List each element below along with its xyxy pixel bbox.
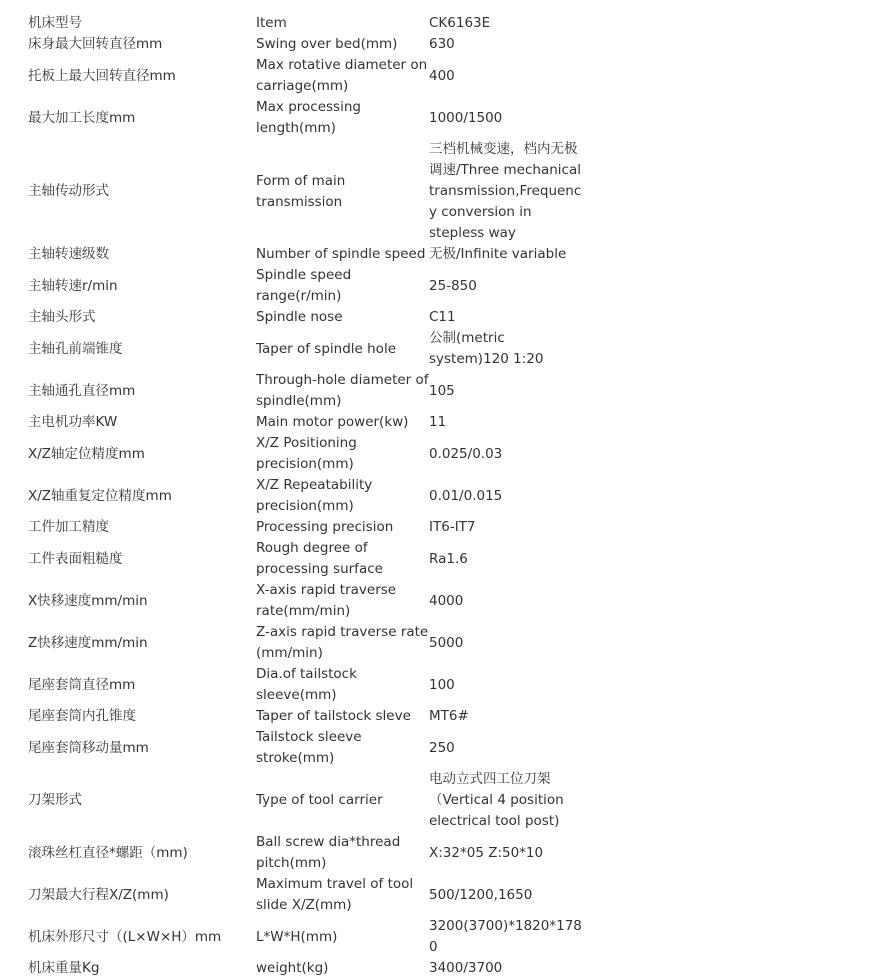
table-row [28, 265, 582, 307]
table-row [28, 13, 582, 34]
spec-name-cn: 主轴头形式 [28, 309, 96, 325]
spec-value: MT6# [429, 708, 469, 724]
spec-value: 4000 [429, 592, 464, 609]
spec-name-cn: 滚珠丝杠直径*螺距（mm) [28, 844, 188, 861]
spec-name-cn: 工件表面粗糙度 [28, 550, 123, 567]
spec-value: 250 [429, 739, 455, 756]
spec-name-en: X/Z Positioning precision(mm) [256, 435, 357, 472]
spec-value: CK6163E [429, 15, 491, 31]
table-row [28, 832, 582, 874]
spec-name-en: Through-hole diameter of spindle(mm) [256, 372, 429, 409]
table-row [28, 580, 582, 622]
spec-name-en: Spindle nose [256, 309, 343, 325]
spec-name-cn: 主电机功率KW [28, 414, 118, 430]
table-row [28, 727, 582, 769]
table-row [28, 769, 582, 832]
spec-name-en: Taper of tailstock sleve [256, 708, 411, 724]
spec-name-cn: 尾座套筒移动量mm [28, 739, 149, 756]
spec-name-en: Type of tool carrier [256, 792, 383, 808]
spec-name-cn: 主轴孔前端锥度 [28, 340, 123, 357]
spec-name-cn: 工件加工精度 [28, 519, 109, 535]
spec-name-en: Item [256, 15, 287, 31]
spec-name-en: Max processing length(mm) [256, 99, 361, 136]
table-row [28, 307, 582, 328]
spec-name-cn: X/Z轴定位精度mm [28, 445, 145, 462]
table-row [28, 370, 582, 412]
spec-name-cn: X快移速度mm/min [28, 592, 148, 609]
table-row [28, 139, 582, 244]
table-row [28, 328, 582, 370]
table-row [28, 55, 582, 97]
spec-name-en: Dia.of tailstock sleeve(mm) [256, 666, 357, 703]
spec-value: Ra1.6 [429, 550, 468, 567]
table-row [28, 958, 582, 979]
table-row [28, 706, 582, 727]
spec-value: 0.01/0.015 [429, 487, 503, 504]
spec-name-en: Tailstock sleeve stroke(mm) [256, 729, 362, 766]
spec-name-en: Max rotative diameter on carriage(mm) [256, 57, 428, 94]
spec-name-en: Maximum travel of tool slide X/Z(mm) [256, 876, 414, 913]
spec-name-cn: 机床外形尺寸（(L×W×H）mm [28, 928, 222, 945]
spec-name-en: Z-axis rapid traverse rate (mm/min) [256, 624, 429, 661]
spec-name-en: X-axis rapid traverse rate(mm/min) [256, 582, 397, 619]
spec-name-cn: 刀架形式 [28, 792, 82, 808]
spec-name-cn: 主轴通孔直径mm [28, 382, 136, 399]
table-row [28, 433, 582, 475]
spec-value: 电动立式四工位刀架（Vertical 4 position electrical tool post) [429, 771, 564, 829]
spec-name-cn: 尾座套筒直径mm [28, 676, 136, 693]
spec-name-en: Number of spindle speed [256, 246, 426, 262]
spec-name-cn: Z快移速度mm/min [28, 634, 148, 651]
spec-value: 3400/3700 [429, 960, 503, 976]
spec-table-body [28, 13, 582, 979]
spec-value: 25-850 [429, 277, 477, 294]
spec-value: 105 [429, 382, 455, 399]
spec-value: 无极/Infinite variable [429, 246, 567, 262]
table-row [28, 538, 582, 580]
spec-name-en: Ball screw dia*thread pitch(mm) [256, 834, 401, 871]
table-row [28, 916, 582, 958]
table-row [28, 34, 582, 55]
spec-value: 100 [429, 676, 455, 693]
spec-value: C11 [429, 309, 456, 325]
table-row [28, 517, 582, 538]
spec-name-cn: 尾座套筒内孔锥度 [28, 708, 136, 724]
spec-value: X:32*05 Z:50*10 [429, 844, 544, 861]
table-row [28, 97, 582, 139]
spec-name-en: Spindle speed range(r/min) [256, 267, 352, 304]
table-row [28, 664, 582, 706]
spec-table [28, 13, 582, 979]
table-row [28, 244, 582, 265]
spec-name-en: Main motor power(kw) [256, 414, 409, 430]
spec-name-cn: 托板上最大回转直径mm [28, 67, 176, 84]
spec-name-cn: 机床型号 [28, 15, 82, 31]
spec-name-en: L*W*H(mm) [256, 928, 338, 945]
spec-value: 3200(3700)*1820*1780 [429, 918, 582, 955]
spec-name-en: Rough degree of processing surface [256, 540, 383, 577]
spec-name-cn: 主轴转速级数 [28, 246, 109, 262]
spec-name-cn: 主轴转速r/min [28, 277, 118, 294]
spec-name-en: Swing over bed(mm) [256, 36, 398, 52]
spec-name-cn: 机床重量Kg [28, 960, 100, 976]
spec-value: 5000 [429, 634, 464, 651]
spec-name-cn: 最大加工长度mm [28, 109, 136, 126]
spec-value: 400 [429, 67, 455, 84]
table-row [28, 622, 582, 664]
spec-value: 三档机械变速，档内无极调速/Three mechanical transmission,Frequency conversion in stepless way [429, 141, 582, 241]
spec-name-cn: 主轴传动形式 [28, 183, 109, 199]
spec-value: 1000/1500 [429, 109, 503, 126]
spec-name-en: Form of main transmission [256, 172, 346, 210]
table-row [28, 475, 582, 517]
spec-value: 公制(metric system)120 1:20 [429, 330, 544, 367]
spec-name-cn: X/Z轴重复定位精度mm [28, 487, 172, 504]
spec-name-cn: 刀架最大行程X/Z(mm) [28, 886, 169, 903]
spec-value: 500/1200,1650 [429, 886, 533, 903]
spec-value: 0.025/0.03 [429, 445, 503, 462]
spec-name-cn: 床身最大回转直径mm [28, 36, 163, 52]
spec-value: IT6-IT7 [429, 519, 476, 535]
spec-value: 11 [429, 414, 447, 430]
spec-name-en: weight(kg) [256, 960, 329, 976]
table-row [28, 412, 582, 433]
spec-name-en: Taper of spindle hole [256, 340, 397, 357]
spec-value: 630 [429, 36, 455, 52]
spec-name-en: Processing precision [256, 519, 394, 535]
table-row [28, 874, 582, 916]
spec-name-en: X/Z Repeatability precision(mm) [256, 477, 373, 514]
